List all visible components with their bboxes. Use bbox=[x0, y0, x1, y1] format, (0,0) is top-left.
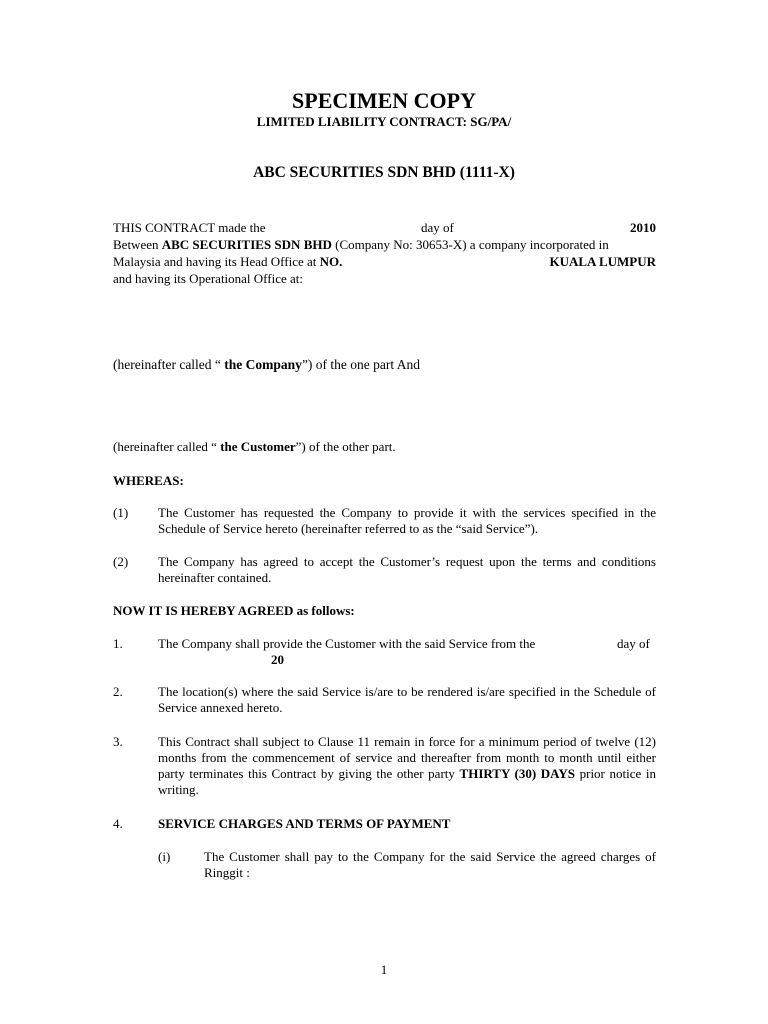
whereas-item-1-text: The Customer has requested the Company to provide it with the services specified in the Schedule of Service hereto (hereinafter referred to as the “said Service”). bbox=[158, 505, 656, 536]
party-customer-name: the Customer bbox=[220, 439, 296, 454]
clause-3-notice-period: THIRTY (30) DAYS bbox=[459, 766, 575, 781]
head-office-city: KUALA LUMPUR bbox=[549, 254, 656, 269]
company-heading: ABC SECURITIES SDN BHD (1111-X) bbox=[253, 164, 515, 181]
clause-1-day-of: day of bbox=[617, 636, 650, 651]
contract-day-of-label: day of bbox=[421, 220, 454, 235]
agreed-heading: NOW IT IS HEREBY AGREED as follows: bbox=[113, 603, 355, 618]
head-office-no: NO. bbox=[319, 254, 343, 269]
clause-2-text: The location(s) where the said Service is/are to be rendered is/are specified in the Schedule of Service annexed hereto. bbox=[158, 684, 656, 715]
page-number: 1 bbox=[380, 962, 388, 977]
party-customer-line: (hereinafter called “ the Customer”) of the other part. bbox=[113, 439, 396, 454]
contract-reference: LIMITED LIABILITY CONTRACT: SG/PA/ bbox=[256, 114, 512, 129]
contract-year: 2010 bbox=[630, 220, 656, 235]
clause-1-number: 1. bbox=[113, 636, 123, 651]
whereas-heading: WHEREAS: bbox=[113, 473, 184, 488]
between-text: Between ABC SECURITIES SDN BHD (Company No: 30653-X) a company incorporated in bbox=[113, 237, 609, 252]
contract-made-label: THIS CONTRACT made the bbox=[113, 220, 266, 235]
head-office-line: Malaysia and having its Head Office at NO. bbox=[113, 254, 343, 269]
clause-2-number: 2. bbox=[113, 684, 123, 699]
clause-4-number: 4. bbox=[113, 816, 123, 831]
whereas-item-2-number: (2) bbox=[113, 554, 129, 569]
clause-4-heading: SERVICE CHARGES AND TERMS OF PAYMENT bbox=[158, 816, 451, 831]
company-name: ABC SECURITIES SDN BHD bbox=[161, 237, 332, 252]
whereas-item-1-number: (1) bbox=[113, 505, 129, 520]
clause-4-sub-i-number: (i) bbox=[158, 849, 171, 864]
party-company-line: (hereinafter called “ the Company”) of the one part And bbox=[113, 357, 421, 372]
operational-office-line: and having its Operational Office at: bbox=[113, 271, 304, 286]
clause-1-text: The Company shall provide the Customer with the said Service from the bbox=[158, 636, 536, 651]
clause-3-number: 3. bbox=[113, 734, 123, 749]
party-company-name: the Company bbox=[224, 357, 302, 372]
clause-3-text: This Contract shall subject to Clause 11 remain in force for a minimum period of twelve (12) months from the commencement of service and thereafter from month to month until either party terminates this Contract by giving the other party THIRTY (30) DAYS prior notice in writing. bbox=[158, 734, 656, 797]
clause-4-sub-i-text: The Customer shall pay to the Company for the said Service the agreed charges of Ringgit : bbox=[204, 849, 656, 880]
whereas-item-2-text: The Company has agreed to accept the Customer’s request upon the terms and conditions hereinafter contained. bbox=[158, 554, 656, 585]
between-line bbox=[113, 237, 656, 253]
clause-1-year: 20 bbox=[271, 652, 284, 667]
document-title: SPECIMEN COPY bbox=[292, 88, 476, 113]
